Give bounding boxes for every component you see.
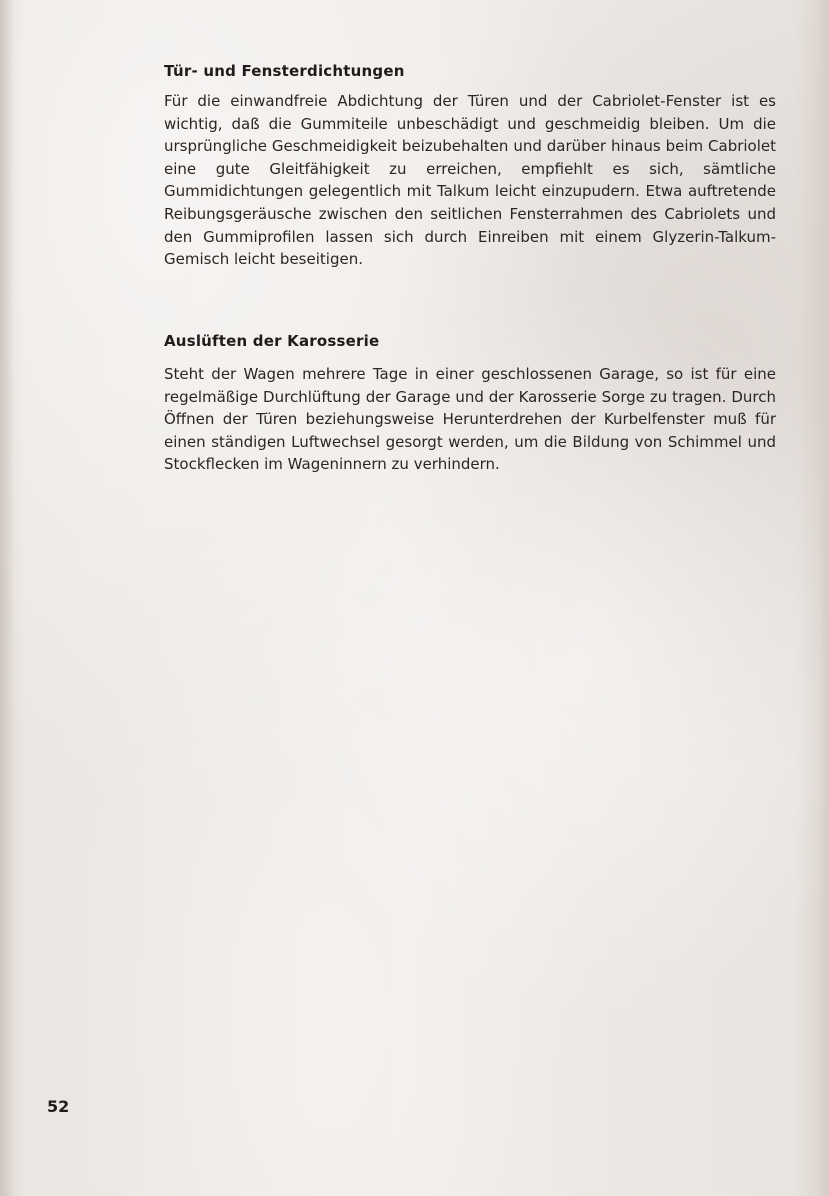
page-number: 52 bbox=[47, 1097, 70, 1116]
page-left-edge bbox=[0, 0, 14, 1196]
section-body-door-window-seals: Für die einwandfreie Abdichtung der Türen und der Cabriolet-Fenster ist es wichtig, daß die Gummiteile unbeschädigt und geschmeidig bleiben. Um die ursprüngliche Geschmeidigkeit beizubehalten und darüber hinaus beim Cabriolet eine gute Gleitfähigkeit zu erreichen, empfiehlt es sich, sämtliche Gummidichtungen gelegentlich mit Talkum leicht einzupudern. Etwa auftretende Reibungsgeräusche zwischen den seitlichen Fensterrahmen des Cabriolets und den Gummiprofilen lassen sich durch Einreiben mit einem Glyzerin-Talkum-Gemisch leicht beseitigen. bbox=[164, 92, 776, 269]
section-heading-door-window-seals: Tür- und Fensterdichtungen bbox=[164, 62, 405, 80]
section-heading-body-ventilation: Auslüften der Karosserie bbox=[164, 332, 380, 350]
section-body-body-ventilation: Steht der Wagen mehrere Tage in einer geschlossenen Garage, so ist für eine regelmäßige Durchlüftung der Garage und der Karosserie Sorge zu tragen. Durch Öffnen der Türen beziehungsweise Herunterdrehen der Kurbelfenster muß für einen ständigen Luftwechsel gesorgt werden, um die Bildung von Schimmel und Stockflecken im Wageninnern zu verhindern. bbox=[164, 365, 776, 474]
page-right-edge bbox=[819, 0, 829, 1196]
